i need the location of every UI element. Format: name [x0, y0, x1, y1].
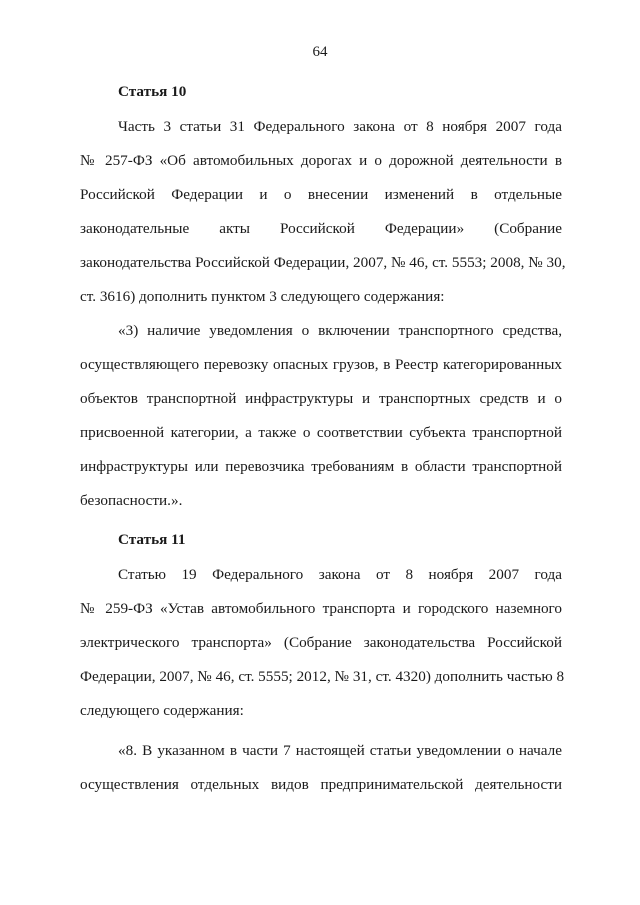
article-10-p1-line-4: законодательные акты Российской Федерации» (Собрание: [80, 220, 562, 237]
page-number: 64: [312, 44, 328, 60]
article-10-p2-line-3: объектов транспортной инфраструктуры и транспортных средств и о: [80, 390, 562, 407]
article-11-p1-line-3: электрического транспорта» (Собрание законодательства Российской: [80, 634, 562, 651]
article-10-p2-line-1: «3) наличие уведомления о включении транспортного средства,: [118, 322, 562, 339]
article-10-p2-line-6: безопасности.».: [80, 492, 183, 509]
article-10-p2-line-2: осуществляющего перевозку опасных грузов, в Реестр категорированных: [80, 356, 562, 373]
article-11-p1-line-2: № 259-ФЗ «Устав автомобильного транспорта и городского наземного: [80, 600, 562, 617]
article-10-p2-line-4: присвоенной категории, а также о соответствии субъекта транспортной: [80, 424, 562, 441]
article-10-p2-line-5: инфраструктуры или перевозчика требованиям в области транспортной: [80, 458, 562, 475]
article-10-p1-line-2: № 257-ФЗ «Об автомобильных дорогах и о дорожной деятельности в: [80, 152, 562, 169]
article-10-p1-line-5: законодательства Российской Федерации, 2007, № 46, ст. 5553; 2008, № 30,: [80, 254, 566, 271]
article-11-p2-line-2: осуществления отдельных видов предпринимательской деятельности: [80, 776, 562, 793]
article-10-p1-line-3: Российской Федерации и о внесении изменений в отдельные: [80, 186, 562, 203]
article-10-p1-line-1: Часть 3 статьи 31 Федерального закона от 8 ноября 2007 года: [118, 118, 562, 135]
article-11-p2-line-1: «8. В указанном в части 7 настоящей статьи уведомлении о начале: [118, 742, 562, 759]
article-11-heading: Статья 11: [118, 531, 186, 548]
article-11-p1-line-4: Федерации, 2007, № 46, ст. 5555; 2012, № 31, ст. 4320) дополнить частью 8: [80, 668, 565, 685]
article-11-p1-line-5: следующего содержания:: [80, 702, 244, 719]
article-11-p1-line-1: Статью 19 Федерального закона от 8 ноября 2007 года: [118, 566, 562, 583]
article-10-heading: Статья 10: [118, 83, 187, 100]
article-10-p1-line-6: ст. 3616) дополнить пунктом 3 следующего содержания:: [80, 288, 445, 305]
